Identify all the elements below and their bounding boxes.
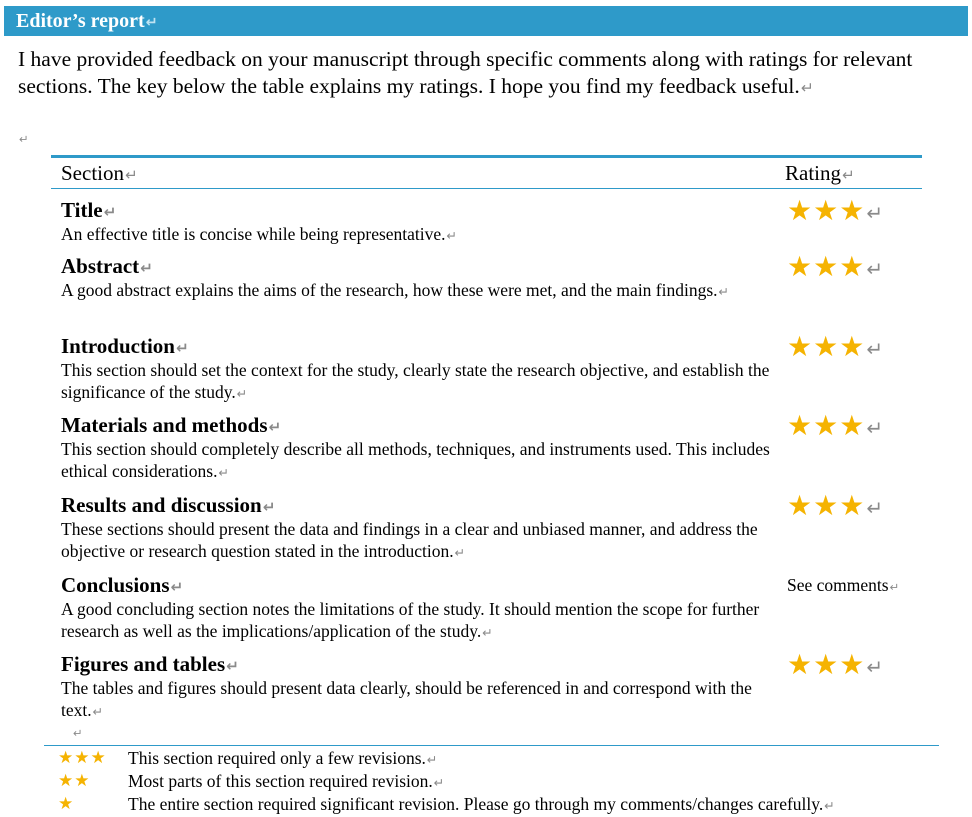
section-rating: [787, 330, 884, 363]
paragraph-mark-icon: ↵: [866, 257, 884, 281]
key-text: The entire section required significant revision. Please go through my comments/changes carefully.↵: [128, 794, 835, 814]
paragraph-mark-icon: ↵: [866, 337, 884, 361]
see-comments-text: See comments: [787, 575, 889, 595]
key-row: [0, 793, 972, 816]
paragraph-mark-icon: ↵: [145, 15, 158, 31]
key-stars-icon: ★: [58, 794, 75, 814]
paragraph-mark-icon: ↵: [140, 259, 153, 277]
paragraph-mark-icon: ↵: [218, 465, 230, 480]
section-description: An effective title is concise while being representative.↵: [61, 224, 458, 244]
section-description: This section should set the context for the study, clearly state the research objective, and establish the significance of the study.↵: [61, 360, 770, 402]
paragraph-mark-icon: ↵: [866, 496, 884, 520]
section-title: Figures and tables↵: [61, 652, 239, 676]
paragraph-mark-icon: ↵: [433, 775, 445, 790]
key-stars-icon: ★★: [58, 771, 91, 791]
paragraph-mark-icon: ↵: [125, 166, 138, 184]
paragraph-mark-icon: ↵: [262, 498, 276, 516]
paragraph-mark-icon: ↵: [446, 228, 458, 243]
paragraph-mark-icon: ↵: [866, 655, 884, 679]
blank-paragraph: [18, 130, 29, 148]
section-rating: [787, 194, 884, 227]
paragraph-mark-icon: ↵: [718, 284, 730, 299]
section-description: The tables and figures should present data clearly, should be referenced in and correspond with the text.↵: [61, 678, 752, 720]
paragraph-mark-icon: ↵: [19, 132, 29, 146]
section-description: A good abstract explains the aims of the research, how these were met, and the main findings.↵: [61, 280, 730, 300]
paragraph-mark-icon: ↵: [842, 166, 855, 184]
key-row: [0, 770, 972, 793]
paragraph-mark-icon: ↵: [92, 704, 104, 719]
key-text: This section required only a few revisions.↵: [128, 748, 438, 768]
paragraph-mark-icon: ↵: [889, 580, 900, 594]
table-end-mark: [72, 724, 83, 742]
intro-paragraph: [18, 46, 938, 102]
section-title: Results and discussion↵: [61, 493, 276, 517]
paragraph-mark-icon: ↵: [226, 657, 239, 675]
section-title: Abstract↵: [61, 254, 153, 278]
star-rating-icon: ★★★: [787, 489, 866, 522]
star-rating-icon: ★★★: [787, 194, 866, 227]
paragraph-mark-icon: ↵: [236, 386, 248, 401]
star-rating-icon: ★★★: [787, 409, 866, 442]
section-description: This section should completely describe all methods, techniques, and instruments used. This includes ethical considerations.↵: [61, 439, 770, 481]
paragraph-mark-icon: ↵: [426, 752, 438, 767]
paragraph-mark-icon: ↵: [824, 798, 835, 813]
paragraph-mark-icon: ↵: [482, 625, 493, 640]
paragraph-mark-icon: ↵: [800, 79, 814, 97]
section-title: Introduction↵: [61, 334, 189, 358]
ratings-table: [51, 155, 922, 720]
paragraph-mark-icon: ↵: [866, 201, 884, 225]
section-rating: [787, 250, 884, 283]
star-rating-icon: ★★★: [787, 330, 866, 363]
section-description: These sections should present the data and findings in a clear and unbiased manner, and address the objective or research question stated in the introduction.↵: [61, 519, 758, 561]
section-title: Materials and methods↵: [61, 413, 282, 437]
section-rating: [787, 409, 884, 442]
paragraph-mark-icon: ↵: [175, 339, 189, 357]
star-rating-icon: ★★★: [787, 648, 866, 681]
column-header-section: Section↵: [61, 161, 138, 185]
key-text: Most parts of this section required revision.↵: [128, 771, 445, 791]
report-header: [4, 6, 968, 36]
star-rating-icon: ★★★: [787, 250, 866, 283]
paragraph-mark-icon: ↵: [268, 418, 282, 436]
section-rating: [787, 648, 884, 681]
section-title: Conclusions↵: [61, 573, 184, 597]
section-rating: [787, 489, 884, 522]
section-description: A good concluding section notes the limitations of the study. It should mention the scope for further research as well as the implications/application of the study.↵: [61, 599, 760, 641]
column-header-rating: Rating↵: [785, 161, 855, 185]
key-stars-icon: ★★★: [58, 748, 107, 768]
key-divider: [44, 745, 939, 746]
paragraph-mark-icon: ↵: [454, 545, 466, 560]
paragraph-mark-icon: ↵: [73, 726, 83, 740]
section-rating: [787, 572, 899, 598]
intro-text: I have provided feedback on your manuscript through specific comments along with ratings for relevant sections. The key below the table explains my ratings. I hope you find my feedback useful.: [18, 47, 913, 98]
paragraph-mark-icon: ↵: [103, 203, 117, 221]
table-header-row: [51, 158, 922, 188]
paragraph-mark-icon: ↵: [170, 578, 184, 596]
paragraph-mark-icon: ↵: [866, 416, 884, 440]
key-row: [0, 747, 972, 770]
report-title: Editor’s report: [16, 10, 145, 32]
section-title: Title↵: [61, 198, 117, 222]
